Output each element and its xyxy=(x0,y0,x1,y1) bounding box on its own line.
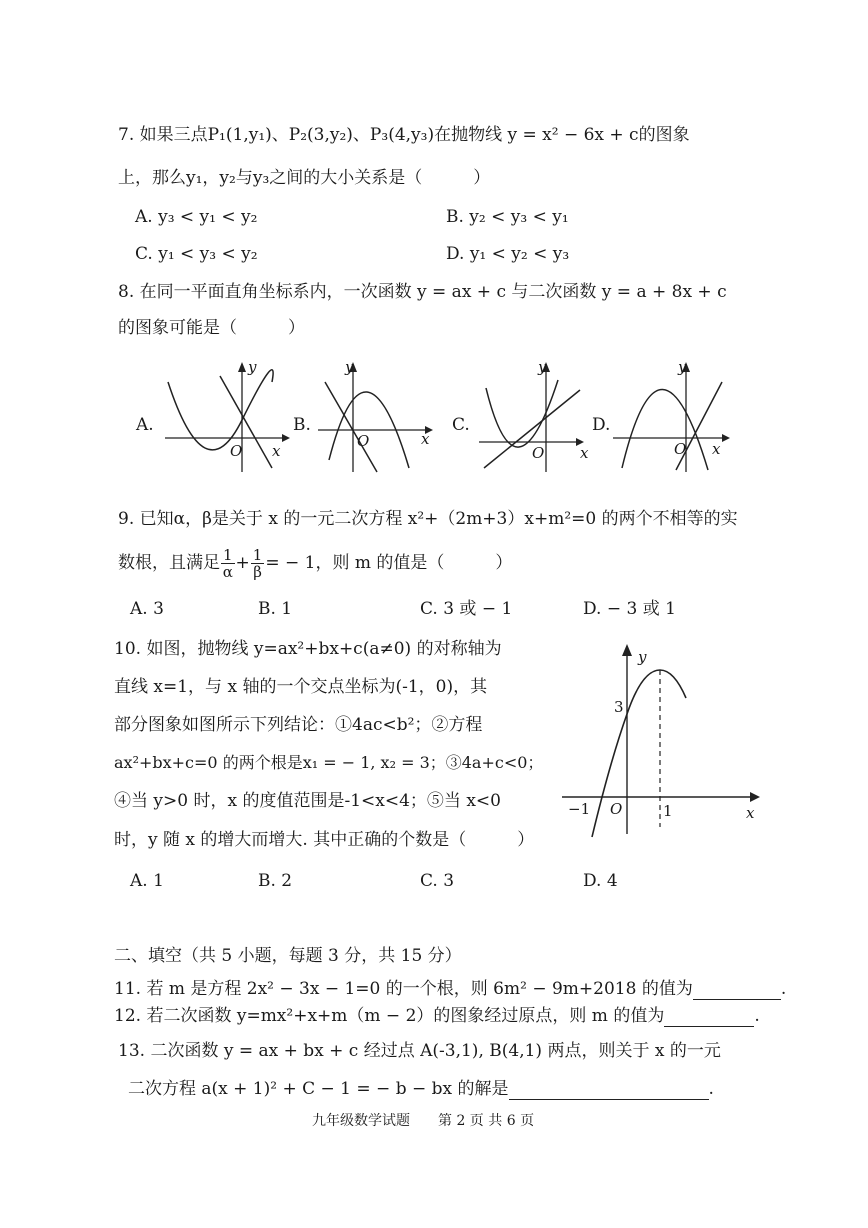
q12-answer-blank[interactable] xyxy=(664,1008,754,1027)
q10-one: 1 xyxy=(663,802,673,820)
q8-c-origin: O xyxy=(532,444,545,462)
q11: 11. 若 m 是方程 2x² − 3x − 1=0 的一个根，则 6m² − 9m+2018 的值为 . xyxy=(114,979,787,999)
q9-stem-line1: 9. 已知α，β是关于 x 的一元二次方程 x²+（2m+3）x+m²=0 的两个不相等的实 xyxy=(118,509,738,529)
q10-three: 3 xyxy=(614,698,624,716)
q8-graph-c-label: C. xyxy=(452,415,470,435)
q12-text: 12. 若二次函数 y=mx²+x+m（m − 2）的图象经过原点，则 m 的值为 xyxy=(114,1006,665,1026)
q10-neg-one: −1 xyxy=(568,800,591,818)
q10-x-label: x xyxy=(746,804,755,822)
q10-option-d: D. 4 xyxy=(583,871,618,891)
q8-d-y-label: y xyxy=(678,358,687,376)
q10-origin: O xyxy=(610,800,623,818)
q10-line5: ④当 y>0 时，x 的度值范围是-1<x<4；⑤当 x<0 xyxy=(114,791,501,811)
q10-line3: 部分图象如图所示下列结论：①4ac<b²；②方程 xyxy=(114,715,483,735)
q8-graph-d-label: D. xyxy=(592,415,611,435)
q13-line1: 13. 二次函数 y = ax + bx + c 经过点 A(-3,1), B(4,1) 两点，则关于 x 的一元 xyxy=(118,1041,721,1061)
section2-heading: 二、填空（共 5 小题，每题 3 分，共 15 分） xyxy=(114,946,462,966)
q10-option-b: B. 2 xyxy=(258,871,293,891)
q8-b-y-label: y xyxy=(345,358,354,376)
q8-a-origin: O xyxy=(230,442,243,460)
q8-b-x-label: x xyxy=(421,430,430,448)
q7-option-d: D. y₁ < y₂ < y₃ xyxy=(446,244,570,264)
q8-d-origin: O xyxy=(674,440,687,458)
q7-stem-line2: 上，那么y₁，y₂与y₃之间的大小关系是（ ） xyxy=(118,168,491,188)
q11-answer-blank[interactable] xyxy=(693,981,781,1000)
q8-a-x-label: x xyxy=(272,442,281,460)
q9-line2-pre: 数根，且满足 xyxy=(118,553,220,573)
q11-text: 11. 若 m 是方程 2x² − 3x − 1=0 的一个根，则 6m² − 9m+2018 的值为 xyxy=(114,979,693,999)
q8-b-origin: O xyxy=(357,432,370,450)
q7-option-c: C. y₁ < y₃ < y₂ xyxy=(135,244,258,264)
q8-graph-c xyxy=(476,360,601,475)
q8-graph-a xyxy=(160,360,290,475)
q9-option-c: C. 3 或 − 1 xyxy=(420,599,513,619)
q10-y-label: y xyxy=(638,648,647,666)
q8-graph-a-label: A. xyxy=(136,415,154,435)
q7-stem-line1: 7. 如果三点P₁(1,y₁)、P₂(3,y₂)、P₃(4,y₃)在抛物线 y = x² − 6x + c的图象 xyxy=(118,125,690,145)
q12: 12. 若二次函数 y=mx²+x+m（m − 2）的图象经过原点，则 m 的值为 . xyxy=(114,1006,760,1026)
q10-line1: 10. 如图，抛物线 y=ax²+bx+c(a≠0) 的对称轴为 xyxy=(114,639,502,659)
q9-option-a: A. 3 xyxy=(130,599,164,619)
q8-c-x-label: x xyxy=(580,444,589,462)
q8-graph-b-label: B. xyxy=(293,415,311,435)
q8-c-y-label: y xyxy=(538,358,547,376)
q7-option-b: B. y₂ < y₃ < y₁ xyxy=(446,207,569,227)
q9-option-b: B. 1 xyxy=(258,599,293,619)
q10-option-c: C. 3 xyxy=(420,871,455,891)
q8-stem-line1: 8. 在同一平面直角坐标系内，一次函数 y = ax + c 与二次函数 y = a + 8x + c xyxy=(118,282,727,302)
q8-a-y-label: y xyxy=(248,358,257,376)
q9-line2-post: = − 1，则 m 的值是（ ） xyxy=(265,553,513,573)
q9-stem-line2 xyxy=(118,547,512,580)
q8-d-x-label: x xyxy=(712,440,721,458)
q8-graph-d xyxy=(610,360,740,475)
q8-stem-line2: 的图象可能是（ ） xyxy=(118,318,305,338)
q8-graph-b xyxy=(315,360,440,475)
q9-plus: + xyxy=(235,553,250,573)
q7-option-a: A. y₃ < y₁ < y₂ xyxy=(135,207,258,227)
q13-answer-blank[interactable] xyxy=(509,1081,709,1100)
q10-graph xyxy=(562,642,762,842)
q9-frac-alpha: $\frac{1}{\alpha}$ xyxy=(222,546,233,581)
q10-line4: ax²+bx+c=0 的两个根是x₁ = − 1, x₂ = 3；③4a+c<0； xyxy=(114,753,544,772)
q9-option-d: D. − 3 或 1 xyxy=(583,599,676,619)
q10-option-a: A. 1 xyxy=(130,871,164,891)
q9-frac-beta: $\frac{1}{\beta}$ xyxy=(252,546,263,581)
q10-line6: 时，y 随 x 的增大而增大. 其中正确的个数是（ ） xyxy=(114,830,535,850)
page-footer: 九年级数学试题 第 2 页 共 6 页 xyxy=(312,1113,535,1129)
q10-line2: 直线 x=1，与 x 轴的一个交点坐标为(-1，0)，其 xyxy=(114,677,488,697)
q13-line2: 二次方程 a(x + 1)² + C − 1 = − b − bx 的解是 . xyxy=(128,1079,714,1099)
q13-text: 二次方程 a(x + 1)² + C − 1 = − b − bx 的解是 xyxy=(128,1079,509,1099)
